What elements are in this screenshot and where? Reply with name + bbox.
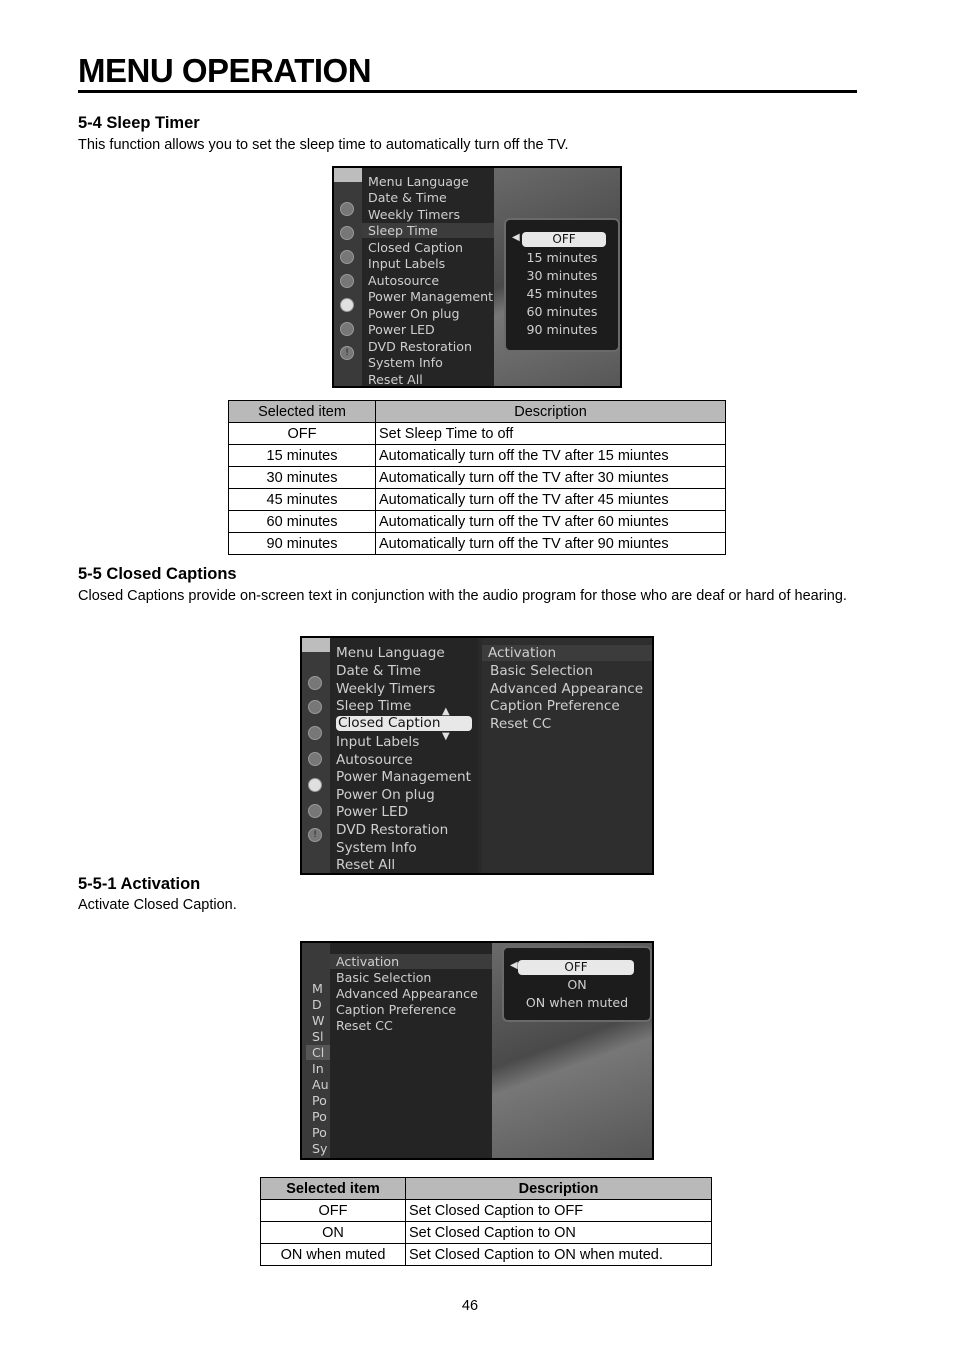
- icon-rail: [334, 168, 362, 386]
- menu-item[interactable]: Input Labels: [368, 256, 446, 271]
- table-cell: Automatically turn off the TV after 60 miuntes: [376, 511, 726, 533]
- menu-item[interactable]: System Info: [368, 355, 443, 370]
- closed-caption-submenu: [330, 943, 492, 1160]
- truncated-item: Sy: [312, 1141, 328, 1156]
- table-cell: Automatically turn off the TV after 90 miuntes: [376, 533, 726, 555]
- menu-item[interactable]: Power On plug: [368, 306, 460, 321]
- table-cell: Set Closed Caption to OFF: [406, 1200, 712, 1222]
- lock-icon: [308, 752, 322, 766]
- picture-icon: [340, 202, 354, 216]
- sleep-timer-heading: 5-4 Sleep Timer: [78, 114, 200, 132]
- menu-item[interactable]: Menu Language: [368, 174, 469, 189]
- activation-heading: 5-5-1 Activation: [78, 875, 201, 893]
- info-icon: !: [308, 828, 322, 842]
- activation-screenshot: [300, 941, 654, 1160]
- menu-item[interactable]: Weekly Timers: [336, 681, 436, 697]
- menu-item[interactable]: Power Management: [368, 289, 494, 304]
- closed-captions-intro: Closed Captions provide on-screen text in conjunction with the audio program for those who are deaf or hard of hearing.: [78, 588, 847, 604]
- up-arrow-icon: ▲: [442, 706, 450, 717]
- truncated-item: In: [312, 1061, 324, 1076]
- truncated-item: M: [312, 981, 323, 996]
- menu-item[interactable]: System Info: [336, 840, 417, 856]
- closed-captions-heading: 5-5 Closed Captions: [78, 565, 237, 583]
- table-row: [261, 1244, 712, 1266]
- menu-item[interactable]: Closed Caption: [368, 240, 463, 255]
- sleep-timer-screenshot: [332, 166, 622, 388]
- table-cell: OFF: [261, 1200, 406, 1222]
- option-item[interactable]: 30 minutes: [526, 268, 598, 283]
- truncated-item-selected: Cl: [306, 1045, 330, 1060]
- sound-icon: [308, 700, 322, 714]
- menu-item[interactable]: DVD Restoration: [336, 822, 449, 838]
- option-item[interactable]: 60 minutes: [526, 304, 598, 319]
- channel-icon: [308, 726, 322, 740]
- left-arrow-icon: ◀: [512, 232, 520, 243]
- option-item[interactable]: ON when muted: [525, 995, 629, 1010]
- menu-item[interactable]: Autosource: [368, 273, 440, 288]
- setup-menu: [362, 168, 494, 388]
- menu-item[interactable]: DVD Restoration: [368, 339, 472, 354]
- page-title: MENU OPERATION: [78, 52, 372, 89]
- table-cell: 15 minutes: [229, 445, 376, 467]
- icon-rail: [302, 638, 330, 873]
- submenu-item[interactable]: Caption Preference: [490, 698, 620, 714]
- table-cell: ON when muted: [261, 1244, 406, 1266]
- picture-icon: [308, 676, 322, 690]
- table-row: [229, 489, 726, 511]
- submenu-item[interactable]: Reset CC: [336, 1018, 393, 1033]
- table-cell: Automatically turn off the TV after 45 miuntes: [376, 489, 726, 511]
- submenu-item[interactable]: Caption Preference: [336, 1002, 457, 1017]
- table-header: Selected item: [229, 401, 376, 423]
- table-row: [229, 533, 726, 555]
- page-number: 46: [461, 1298, 479, 1314]
- truncated-item: D: [312, 997, 322, 1012]
- closed-captions-screenshot: [300, 636, 654, 875]
- table-cell: 30 minutes: [229, 467, 376, 489]
- submenu-item[interactable]: Advanced Appearance: [490, 681, 644, 697]
- sleep-timer-intro: This function allows you to set the sleep time to automatically turn off the TV.: [78, 137, 569, 153]
- option-item[interactable]: 15 minutes: [526, 250, 598, 265]
- menu-item[interactable]: Power LED: [368, 322, 435, 337]
- option-item[interactable]: 45 minutes: [526, 286, 598, 301]
- submenu-item[interactable]: Basic Selection: [336, 970, 432, 985]
- menu-item[interactable]: Reset All: [336, 857, 396, 873]
- left-arrow-icon: ◀: [510, 960, 518, 971]
- lock-icon: [340, 274, 354, 288]
- truncated-item: Po: [312, 1125, 327, 1140]
- channel-icon: [340, 250, 354, 264]
- truncated-item: Po: [312, 1109, 327, 1124]
- truncated-menu: [302, 943, 330, 1160]
- menu-item[interactable]: Power Management: [336, 769, 471, 785]
- menu-item[interactable]: Reset All: [368, 372, 423, 387]
- closed-caption-submenu: [482, 638, 654, 875]
- table-cell: 90 minutes: [229, 533, 376, 555]
- table-row: [261, 1222, 712, 1244]
- menu-item[interactable]: Power LED: [336, 804, 409, 820]
- menu-item[interactable]: Date & Time: [336, 663, 422, 679]
- truncated-item: Po: [312, 1093, 327, 1108]
- option-selected[interactable]: OFF: [522, 232, 606, 247]
- table-header: Description: [406, 1178, 712, 1200]
- option-item[interactable]: ON: [567, 977, 587, 992]
- table-cell: Set Closed Caption to ON when muted.: [406, 1244, 712, 1266]
- truncated-item: Sl: [312, 1029, 324, 1044]
- sleep-options-popup: [504, 218, 620, 352]
- setup-menu: [330, 638, 478, 875]
- table-cell: Automatically turn off the TV after 30 miuntes: [376, 467, 726, 489]
- setup-icon: [308, 778, 322, 792]
- menu-item[interactable]: Autosource: [336, 752, 413, 768]
- table-cell: 60 minutes: [229, 511, 376, 533]
- activation-table: [260, 1177, 712, 1266]
- truncated-item: W: [312, 1013, 325, 1028]
- truncated-item: Au: [312, 1077, 329, 1092]
- option-selected[interactable]: OFF: [518, 960, 634, 975]
- menu-item-selected[interactable]: Sleep Time: [362, 223, 494, 238]
- title-underline: [78, 90, 857, 93]
- table-cell: ON: [261, 1222, 406, 1244]
- table-cell: 45 minutes: [229, 489, 376, 511]
- submenu-item-selected[interactable]: Activation: [482, 645, 654, 661]
- table-row: [229, 445, 726, 467]
- menu-item[interactable]: Sleep Time: [336, 698, 412, 714]
- sound-icon: [340, 226, 354, 240]
- av-icon: [340, 322, 354, 336]
- menu-item[interactable]: Menu Language: [336, 645, 445, 661]
- menu-item-selected[interactable]: Closed Caption: [336, 716, 472, 731]
- table-cell: Set Closed Caption to ON: [406, 1222, 712, 1244]
- option-item[interactable]: 90 minutes: [526, 322, 598, 337]
- activation-options-popup: [502, 946, 652, 1022]
- table-row: [229, 423, 726, 445]
- table-row: [229, 511, 726, 533]
- menu-item[interactable]: Power On plug: [336, 787, 435, 803]
- activation-intro: Activate Closed Caption.: [78, 897, 237, 913]
- table-header: Description: [376, 401, 726, 423]
- info-icon: !: [340, 346, 354, 360]
- down-arrow-icon: ▼: [442, 731, 450, 742]
- submenu-item[interactable]: Reset CC: [490, 716, 552, 732]
- table-row: [261, 1200, 712, 1222]
- submenu-item[interactable]: Basic Selection: [490, 663, 593, 679]
- submenu-item-selected[interactable]: Activation: [330, 954, 492, 969]
- table-cell: Automatically turn off the TV after 15 miuntes: [376, 445, 726, 467]
- table-cell: Set Sleep Time to off: [376, 423, 726, 445]
- menu-item[interactable]: Weekly Timers: [368, 207, 461, 222]
- table-cell: OFF: [229, 423, 376, 445]
- setup-icon: [340, 298, 354, 312]
- menu-item[interactable]: Input Labels: [336, 734, 420, 750]
- table-row: [229, 467, 726, 489]
- av-icon: [308, 804, 322, 818]
- menu-item[interactable]: Date & Time: [368, 190, 447, 205]
- table-header: Selected item: [261, 1178, 406, 1200]
- submenu-item[interactable]: Advanced Appearance: [336, 986, 478, 1001]
- sleep-timer-table: [228, 400, 726, 555]
